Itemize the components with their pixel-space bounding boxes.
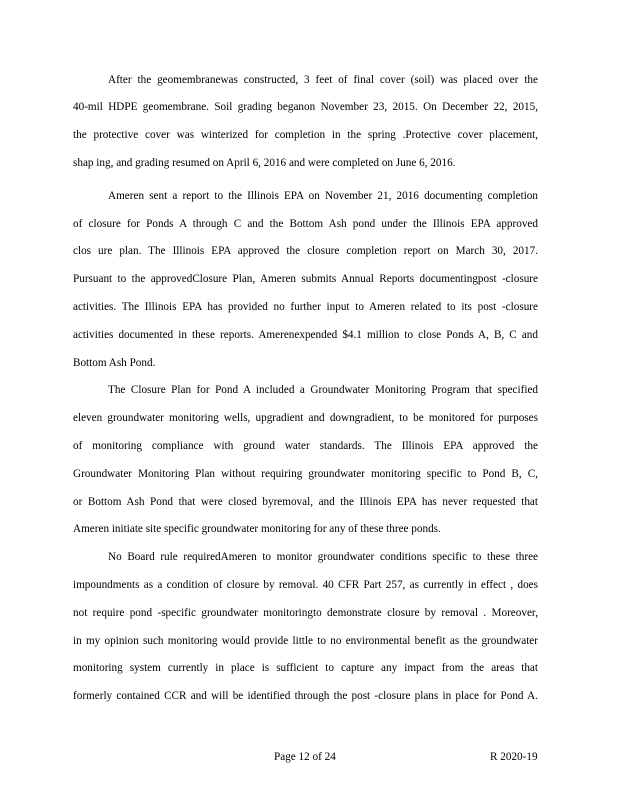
text-line: impoundments as a condition of closure by removal. 40 CFR Part 257, as currently in effect , does	[73, 579, 538, 591]
text-line: No Board rule requiredAmeren to monitor groundwater conditions specific to these three	[108, 551, 538, 563]
text-line: not require pond -specific groundwater monitoringto demonstrate closure by removal . Moreover,	[73, 607, 538, 619]
text-line: Pursuant to the approvedClosure Plan, Ameren submits Annual Reports documentingpost -closure	[73, 273, 538, 285]
text-line: After the geomembranewas constructed, 3 feet of final cover (soil) was placed over the	[108, 74, 538, 86]
text-line: monitoring system currently in place is sufficient to capture any impact from the areas that	[73, 662, 538, 674]
text-line: or Bottom Ash Pond that were closed byremoval, and the Illinois EPA has never requested that	[73, 496, 538, 508]
page-number: Page 12 of 24	[274, 751, 336, 763]
text-line: Bottom Ash Pond.	[73, 357, 156, 369]
text-line: in my opinion such monitoring would provide little to no environmental benefit as the groundwater	[73, 635, 538, 647]
text-line: the protective cover was winterized for completion in the spring .Protective cover placement,	[73, 129, 538, 141]
text-line: The Closure Plan for Pond A included a Groundwater Monitoring Program that specified	[108, 384, 538, 396]
text-line: Ameren sent a report to the Illinois EPA on November 21, 2016 documenting completion	[108, 190, 538, 202]
text-line: clos ure plan. The Illinois EPA approved the closure completion report on March 30, 2017.	[73, 245, 538, 257]
text-line: formerly contained CCR and will be identified through the post -closure plans in place for Pond A.	[73, 690, 538, 702]
text-line: eleven groundwater monitoring wells, upgradient and downgradient, to be monitored for purposes	[73, 412, 538, 424]
text-line: shap ing, and grading resumed on April 6, 2016 and were completed on June 6, 2016.	[73, 157, 456, 169]
text-line: 40-mil HDPE geomembrane. Soil grading beganon November 23, 2015. On December 22, 2015,	[73, 101, 538, 113]
text-line: Groundwater Monitoring Plan without requiring groundwater monitoring specific to Pond B, C,	[73, 468, 538, 480]
text-line: of closure for Ponds A through C and the Bottom Ash pond under the Illinois EPA approved	[73, 218, 538, 230]
text-line: activities documented in these reports. Amerenexpended $4.1 million to close Ponds A, B, C and	[73, 329, 538, 341]
text-line: of monitoring compliance with ground water standards. The Illinois EPA approved the	[73, 440, 538, 452]
text-line: activities. The Illinois EPA has provided no further input to Ameren related to its post -closure	[73, 301, 538, 313]
text-line: Ameren initiate site specific groundwater monitoring for any of these three ponds.	[73, 523, 441, 535]
document-number: R 2020-19	[490, 751, 538, 763]
